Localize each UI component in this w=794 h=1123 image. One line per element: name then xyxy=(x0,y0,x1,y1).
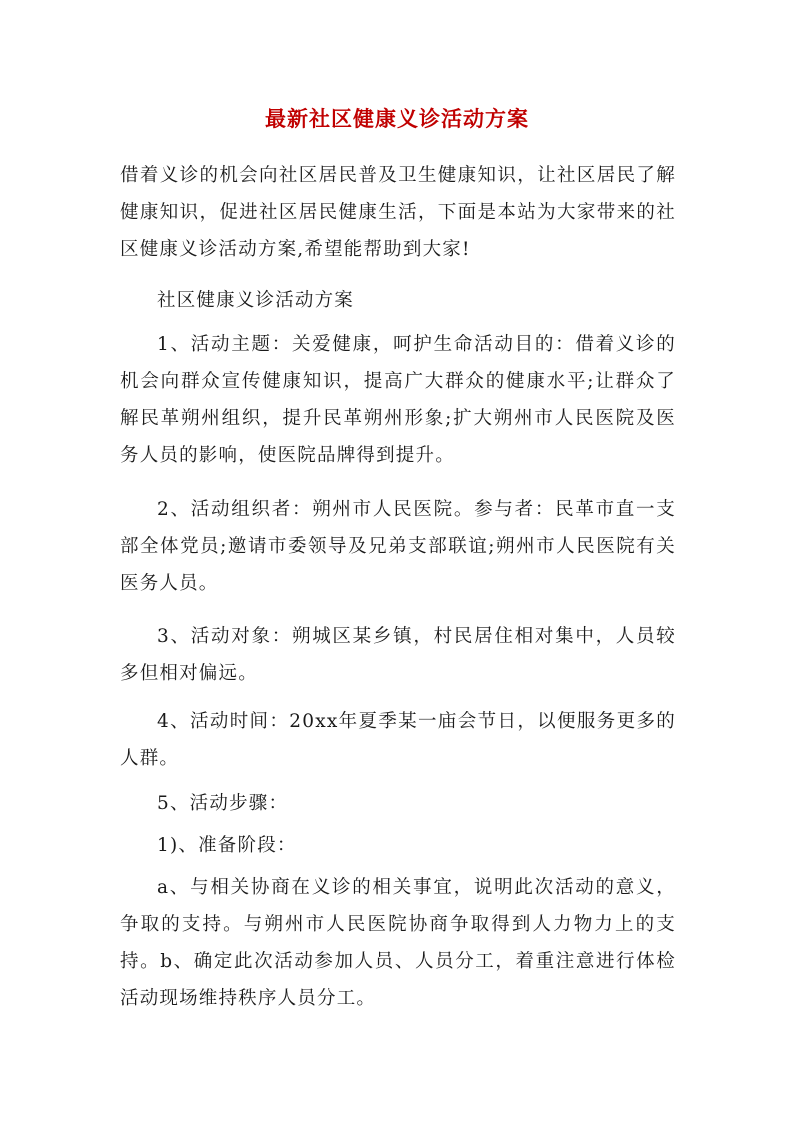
document-body-section xyxy=(120,282,676,319)
item-paragraph-1: 1、活动主题：关爱健康，呵护生命活动目的：借着义诊的机会向群众宣传健康知识，提高广大群众的健康水平;让群众了解民革朔州组织，提升民革朔州形象;扩大朔州市人民医院及医务人员的影响，使医院品牌得到提升。 xyxy=(120,334,676,466)
document-body-item-1 xyxy=(120,326,676,474)
item-paragraph-2: 2、活动组织者：朔州市人民医院。参与者：民革市直一支部全体党员;邀请市委领导及兄弟支部联谊;朔州市人民医院有关医务人员。 xyxy=(120,499,676,594)
document-body xyxy=(120,157,676,268)
document-title: 最新社区健康义诊活动方案 xyxy=(265,106,529,131)
intro-paragraph: 借着义诊的机会向社区居民普及卫生健康知识，让社区居民了解健康知识，促进社区居民健康生活，下面是本站为大家带来的社区健康义诊活动方案,希望能帮助到大家! xyxy=(120,165,676,260)
document-body-item-4 xyxy=(120,703,676,777)
document-body-substep-1 xyxy=(120,827,676,864)
document-body-substep-detail xyxy=(120,869,676,1017)
item-paragraph-5: 5、活动步骤： xyxy=(157,793,289,814)
item-paragraph-4: 4、活动时间：20xx年夏季某一庙会节日，以便服务更多的人群。 xyxy=(120,711,676,769)
document-body-item-5 xyxy=(120,785,676,822)
substep-paragraph-1: a、与相关协商在义诊的相关事宜，说明此次活动的意义，争取的支持。与朔州市人民医院协商争取得到人力物力上的支持。b、确定此次活动参加人员、人员分工，着重注意进行体检活动现场维持秩序人员分工。 xyxy=(120,877,676,1009)
document-body-item-3 xyxy=(120,618,676,692)
document-body-item-2 xyxy=(120,491,676,602)
item-paragraph-3: 3、活动对象：朔城区某乡镇，村民居住相对集中，人员较多但相对偏远。 xyxy=(120,626,676,684)
section-heading: 社区健康义诊活动方案 xyxy=(157,290,355,311)
substep-heading-1: 1)、准备阶段： xyxy=(157,835,297,856)
